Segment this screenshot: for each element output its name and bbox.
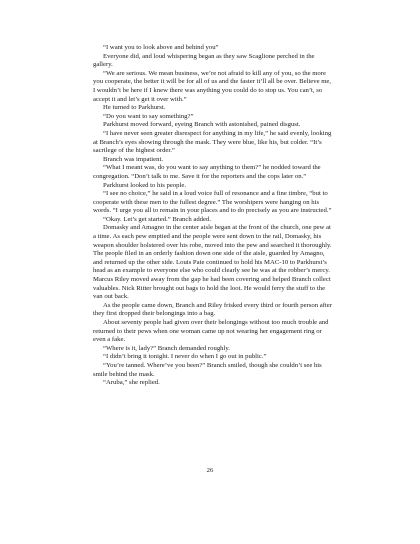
paragraph: Parkhurst looked to his people. xyxy=(103,181,187,189)
paragraph: “I have never seen greater disrespect for anything in my life,” he said evenly, looking at Branch’s eyes showing through the mask. They were blue, like his, but colder. “It’s sacrilege of the highest order.” xyxy=(93,129,332,155)
paragraph: “I didn’t bring it tonight. I never do when I go out in public.” xyxy=(103,353,267,361)
page-number: 26 xyxy=(206,467,214,474)
paragraph: “Where is it, lady?” Branch demanded roughly. xyxy=(103,344,230,352)
body-text xyxy=(93,44,333,388)
paragraph: As the people came down, Branch and Riley frisked every third or fourth person after they first dropped their belongings into a bag. xyxy=(93,301,332,318)
paragraph: He turned to Parkhurst. xyxy=(103,104,166,112)
paragraph: Branch was impatient. xyxy=(103,155,163,163)
paragraph: “Okay. Let’s get started.” Branch added. xyxy=(103,215,212,223)
paragraph: “What I meant was, do you want to say anything to them?” he nodded toward the congregation. “Don’t talk to me. Save it for the reporters and the cops later on.” xyxy=(93,164,321,180)
paragraph: “I want you to look above and behind you” xyxy=(103,44,219,51)
paragraph: “Do you want to say something?” xyxy=(103,112,194,120)
paragraph: “We are serious. We mean business, we’re not afraid to kill any of you, so the more you cooperate, the better it will be for all of us and the faster it’ll all be over. Believe me, I wouldn’t be here if I knew there was anything you could do to stop us. You can’t, so accept it and let’s get it over with.” xyxy=(93,69,332,103)
paragraph: “I see no choice,” he said in a loud voice full of resonance and a fine timbre, “but to cooperate with these men to the fullest degree.” The worshipers were hanging on his words. “I urge you all to remain in your places and to do precisely as you are instructed.” xyxy=(93,190,332,215)
paragraph: “You’re tanned. Where’ve you been?” Branch smiled, though she couldn’t see his smile behind the mask. xyxy=(93,361,322,378)
paragraph: About seventy people had given over their belongings without too much trouble and returned to their pews when one woman came up not wearing her engagement ring or even a fake. xyxy=(93,319,329,344)
paragraph: Everyone did, and loud whispering began as they saw Scaglione perched in the gallery. xyxy=(93,52,315,69)
paragraph: Parkhurst moved forward, eyeing Branch with astonished, pained disgust. xyxy=(103,121,301,129)
paragraph: Domasky and Amagno in the center aisle began at the front of the church, one pew at a time. As each pew emptied and the people were sent down to the rail, Domasky, his weapon shoulder holstered over his robe, moved into the pew and searched it thoroughly. The people filed in an orderly fashion down one side of the aisle, guarded by Amagno, and returned up the other side. Louis Pate continued to hold his MAC-10 to Parkhurst’s head as an example to everyone else who could clearly see he was at the robber’s mercy. Marcus Riley moved away from the gap he had been covering and helped Branch collect valuables. Nick Ritter brought out bags to hold the loot. He would ferry the stuff to the van out back. xyxy=(93,224,332,301)
paragraph: “Aruba,” she replied. xyxy=(103,379,160,387)
